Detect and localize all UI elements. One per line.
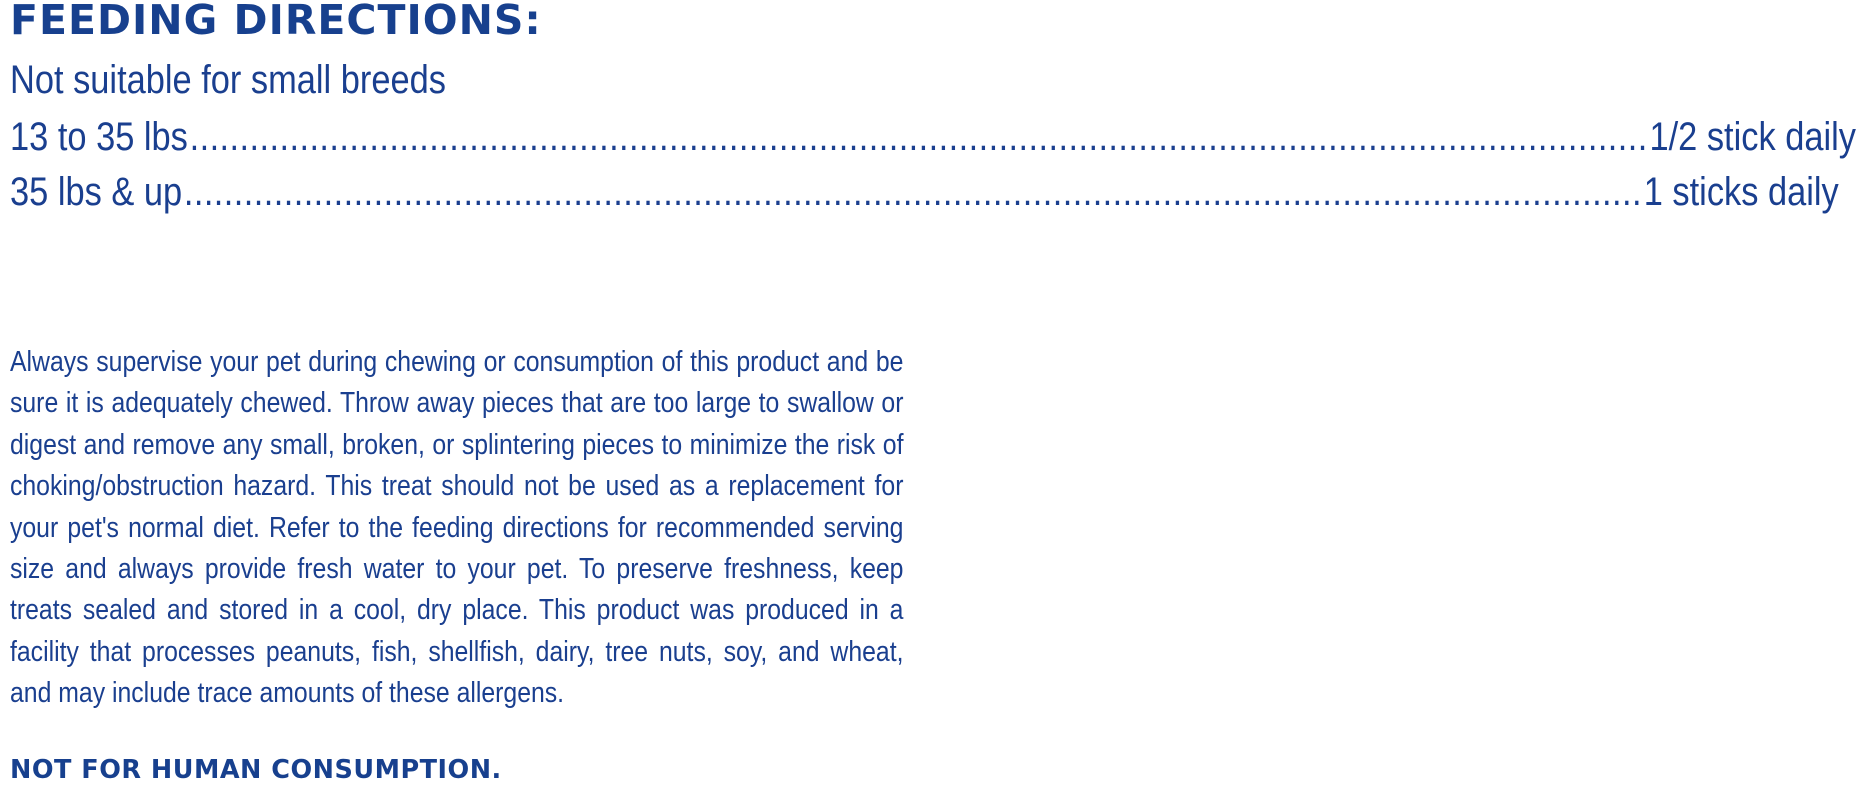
feeding-row bbox=[10, 167, 1839, 217]
feeding-row-amount: 1/2 stick daily bbox=[1649, 115, 1856, 159]
feeding-row-weight: 35 lbs & up bbox=[10, 170, 183, 214]
human-consumption-warning: NOT FOR HUMAN CONSUMPTION. bbox=[10, 755, 502, 785]
safety-paragraph: Always supervise your pet during chewing or consumption of this product and be sure it is adequately chewed. Throw away pieces that are too large to swallow or digest and remove any small, broken, or splintering pieces to minimize the risk of choking/obstruction hazard. This treat should not be used as a replacement for your pet's normal diet. Refer to the feeding directions for recommended serving size and always provide fresh water to your pet. To preserve freshness, keep treats sealed and stored in a cool, dry place. This product was produced in a facility that processes peanuts, fish, shellfish, dairy, tree nuts, soy, and wheat, and may include trace amounts of these allergens. bbox=[10, 346, 904, 710]
feeding-directions-heading: FEEDING DIRECTIONS: bbox=[10, 0, 542, 44]
small-breeds-note: Not suitable for small breeds bbox=[10, 58, 446, 102]
dot-leader: .................................................................................................................................................. bbox=[183, 170, 1643, 214]
feeding-row-weight: 13 to 35 lbs bbox=[10, 115, 188, 159]
feeding-row-amount: 1 sticks daily bbox=[1643, 170, 1839, 214]
feeding-row bbox=[10, 112, 1856, 162]
dot-leader: .................................................................................................................................................. bbox=[189, 115, 1648, 159]
